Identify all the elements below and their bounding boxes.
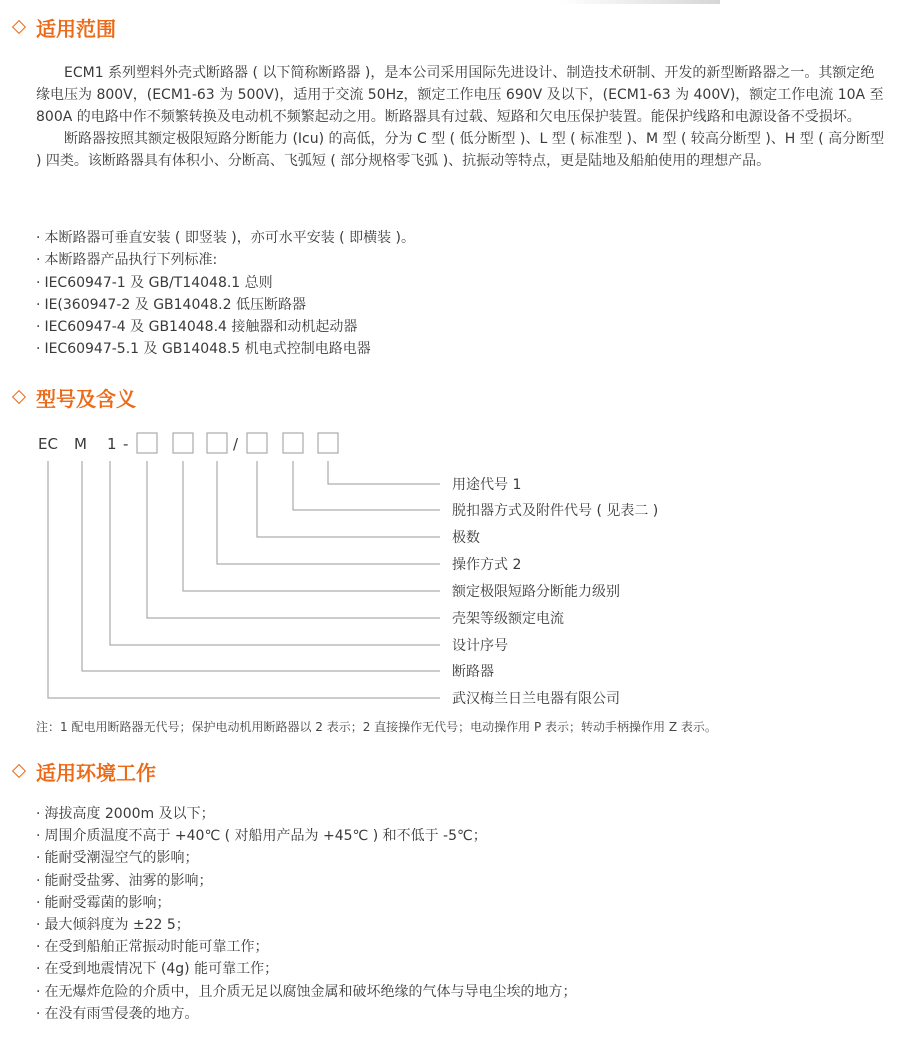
- model-code-diagram: [0, 420, 900, 720]
- diamond-icon: [12, 764, 26, 778]
- list-item: · 周围介质温度不高于 +40℃ ( 对船用产品为 +45℃ ) 和不低于 -5℃；: [36, 825, 886, 847]
- list-item: · IEC60947-4 及 GB14048.4 接触器和动机起动器: [36, 316, 886, 338]
- section-title-scope: [10, 10, 116, 44]
- code-m: M: [74, 435, 87, 453]
- leader-line: [82, 461, 440, 671]
- scope-list: [36, 227, 886, 361]
- leader-line: [328, 461, 440, 484]
- section-title-environment: [10, 754, 156, 788]
- list-item: · IEC60947-5.1 及 GB14048.5 机电式控制电路电器: [36, 338, 886, 360]
- list-item: · IE(360947-2 及 GB14048.2 低压断路器: [36, 294, 886, 316]
- list-item: · 最大倾斜度为 ±22 5；: [36, 914, 886, 936]
- leader-line: [293, 461, 440, 510]
- list-item: · 能耐受盐雾、油雾的影响；: [36, 870, 886, 892]
- label-frame-current: 壳架等级额定电流: [452, 611, 564, 627]
- list-item: · 能耐受霉菌的影响；: [36, 892, 886, 914]
- leader-line: [110, 461, 440, 645]
- list-item: · 在无爆炸危险的介质中，且介质无足以腐蚀金属和破坏绝缘的气体与导电尘埃的地方；: [36, 981, 886, 1003]
- code-box: [137, 433, 157, 453]
- code-ec: EC: [38, 435, 58, 453]
- label-operation: 操作方式 2: [452, 557, 522, 573]
- list-item: · 在受到地震情况下 (4g) 能可靠工作；: [36, 958, 886, 980]
- section-title-model: [10, 380, 136, 414]
- label-release-code: 脱扣器方式及附件代号 ( 见表二 ): [452, 503, 659, 519]
- leader-line: [257, 461, 440, 537]
- list-item: · 能耐受潮湿空气的影响；: [36, 847, 886, 869]
- top-decorative-line: [560, 0, 720, 4]
- label-breaking-capacity: 额定极限短路分断能力级别: [452, 584, 620, 600]
- paragraph: 断路器按照其额定极限短路分断能力 (Icu) 的高低，分为 C 型 ( 低分断型 )、L 型 ( 标准型 )、M 型 ( 较高分断型 )、H 型 ( 高分断型 ) 四类。该断路器具有体积小、分断高、飞弧短 ( 部分规格零飞弧 )、抗振动等特点，更是陆地及船舶使用的理想产品。: [36, 131, 885, 169]
- environment-list: [36, 803, 886, 1025]
- label-usage-code: 用途代号 1: [452, 477, 522, 493]
- code-box: [173, 433, 193, 453]
- code-box: [318, 433, 338, 453]
- label-design-no: 设计序号: [452, 638, 508, 654]
- scope-paragraphs: [36, 62, 886, 172]
- code-1: 1: [107, 435, 117, 453]
- code-slash: /: [233, 435, 239, 453]
- diamond-icon: [12, 390, 26, 404]
- code-box: [283, 433, 303, 453]
- section-title-text: 适用环境工作: [36, 760, 156, 785]
- list-item: · 在受到船舶正常振动时能可靠工作；: [36, 936, 886, 958]
- code-box: [207, 433, 227, 453]
- list-item: · 本断路器产品执行下列标准:: [36, 249, 886, 271]
- code-box: [247, 433, 267, 453]
- list-item: · 本断路器可垂直安装 ( 即竖装 )，亦可水平安装 ( 即横装 )。: [36, 227, 886, 249]
- label-breaker: 断路器: [452, 664, 494, 680]
- list-item: · 海拔高度 2000m 及以下；: [36, 803, 886, 825]
- leader-line: [48, 461, 440, 698]
- leader-line: [183, 461, 440, 591]
- model-note: 注：1 配电用断路器无代号；保护电动机用断路器以 2 表示；2 直接操作无代号；电动操作用 P 表示；转动手柄操作用 Z 表示。: [36, 720, 717, 734]
- section-title-text: 适用范围: [36, 16, 116, 41]
- diamond-icon: [12, 20, 26, 34]
- label-company: 武汉梅兰日兰电器有限公司: [452, 691, 620, 707]
- section-title-text: 型号及含义: [36, 386, 136, 411]
- list-item: · 在没有雨雪侵袭的地方。: [36, 1003, 886, 1025]
- code-dash: -: [123, 435, 129, 453]
- paragraph: ECM1 系列塑料外壳式断路器 ( 以下简称断路器 )，是本公司采用国际先进设计、制造技术研制、开发的新型断路器之一。其额定绝缘电压为 800V，(ECM1-63 为 500V)，适用于交流 50Hz，额定工作电压 690V 及以下，(ECM1-63 为 400V)，额定工作电流 10A 至 800A 的电路中作不频繁转换及电动机不频繁起动之用。断路器具有过载、短路和欠电压保护装置。能保护线路和电源设备不受损坏。: [36, 65, 884, 125]
- list-item: · IEC60947-1 及 GB/T14048.1 总则: [36, 272, 886, 294]
- label-poles: 极数: [452, 530, 480, 546]
